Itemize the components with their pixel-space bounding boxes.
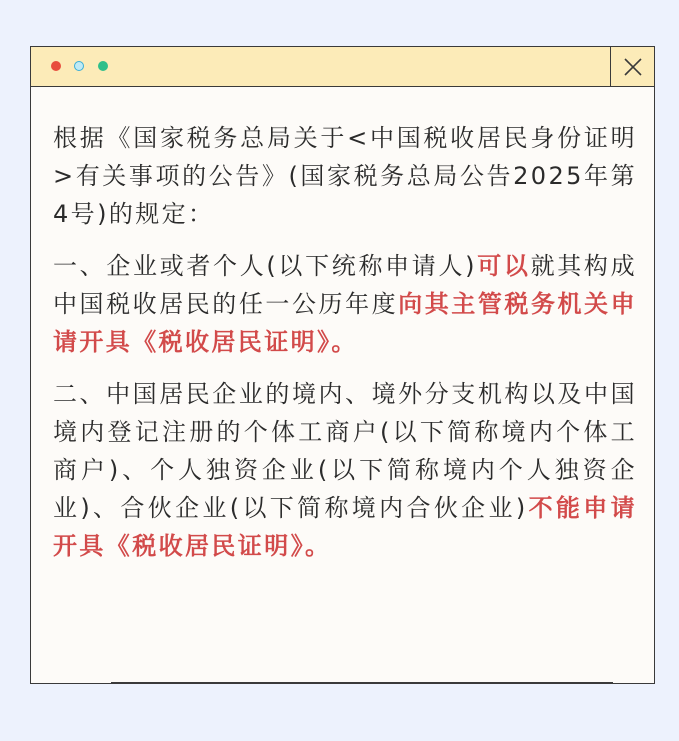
notice-content [53, 119, 637, 565]
text-segment: 一、企业或者个人(以下统称申请人) [53, 252, 477, 280]
paragraph-item-one [53, 247, 637, 361]
bottom-divider [111, 682, 613, 684]
paragraph-intro [53, 119, 637, 233]
close-icon [624, 58, 642, 76]
text-segment: 根据《国家税务总局关于<中国税收居民身份证明>有关事项的公告》(国家税务总局公告2025年第4号)的规定： [53, 124, 637, 228]
close-button[interactable] [610, 47, 654, 86]
paragraph-item-two [53, 375, 637, 565]
highlight-text: 不能申请开具《税收居民证明》。 [53, 494, 637, 560]
red-dot-icon[interactable] [51, 61, 61, 71]
notice-window [30, 46, 655, 684]
text-segment: 就其构成中国税收居民的任一公历年度 [53, 252, 637, 318]
highlight-text: 可以 [476, 252, 531, 280]
text-segment: 二、中国居民企业的境内、境外分支机构以及中国境内登记注册的个体工商户(以下简称境内个体工商户)、个人独资企业(以下简称境内个人独资企业)、合伙企业(以下简称境内合伙企业) [53, 380, 637, 522]
highlight-text: 向其主管税务机关申请开具《税收居民证明》。 [53, 290, 638, 356]
blue-dot-icon[interactable] [74, 61, 84, 71]
window-titlebar [31, 47, 654, 87]
green-dot-icon[interactable] [98, 61, 108, 71]
